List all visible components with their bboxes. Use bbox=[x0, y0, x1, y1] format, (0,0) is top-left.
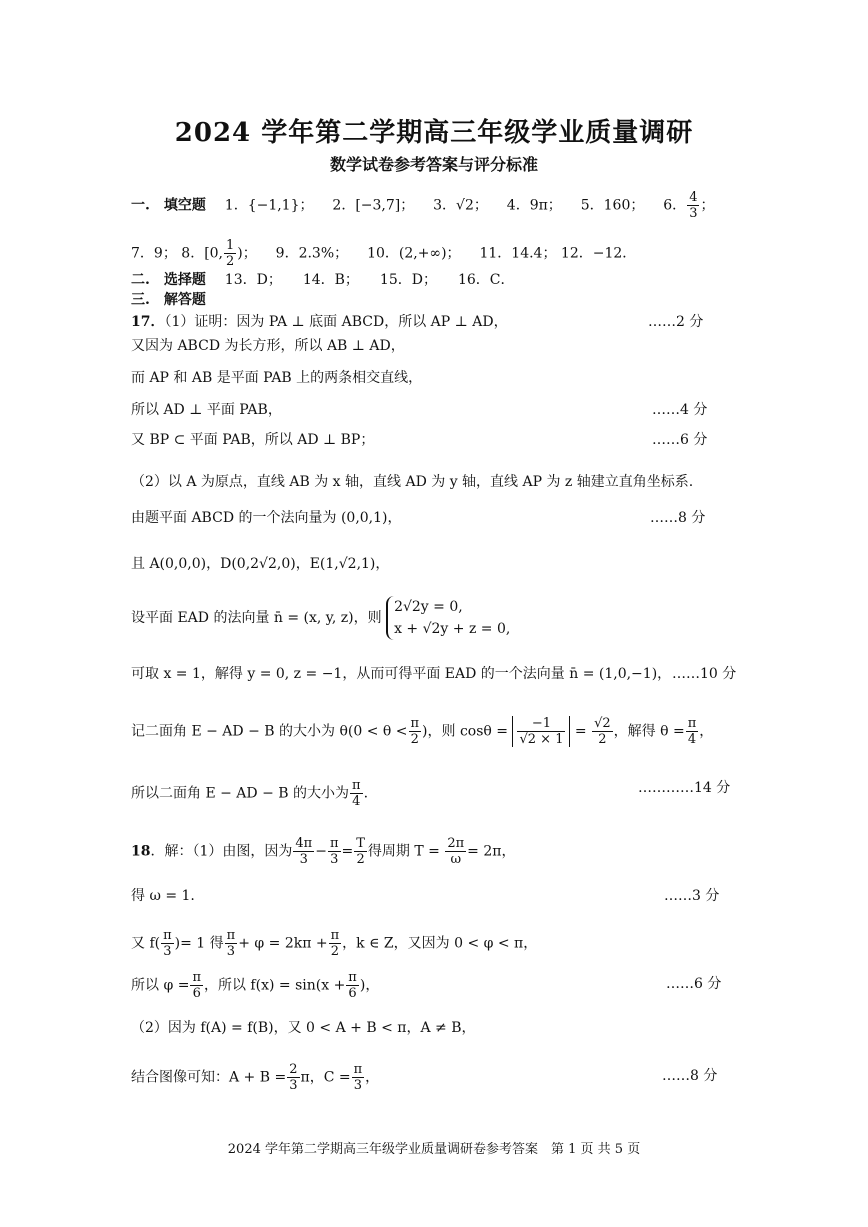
score-mark: ……8 分 bbox=[650, 510, 706, 526]
page-footer: 2024 学年第二学期高三年级学业质量调研卷参考答案 第 1 页 共 5 页 bbox=[227, 1142, 641, 1157]
choice-answers: 13．D； 14．B； 15．D； 16．C． bbox=[224, 272, 515, 288]
answer-10: 10．(2,+∞)； bbox=[367, 245, 461, 262]
q17-line-12: 所以二面角 E − AD − B 的大小为 $\frac{\pi}{4}$ . bbox=[131, 778, 369, 809]
score-mark: ……3 分 bbox=[664, 888, 720, 904]
answer-8-prefix: 8．[0, bbox=[181, 245, 224, 262]
answer-6-fraction: $\frac{4}{3}$ bbox=[689, 190, 698, 221]
answer-4: 4．9π； bbox=[506, 197, 562, 214]
answer-11: 11．14.4； bbox=[479, 245, 557, 262]
q17-line-1: 17．（1）证明：因为 PA ⊥ 底面 ABCD，所以 AP ⊥ AD， bbox=[131, 314, 508, 330]
q17-line-9: 设平面 EAD 的法向量 n̄ = (x, y, z)，则 2√2y = 0, x + √2y + z = 0, bbox=[131, 596, 510, 640]
answer-3: 3．√2； bbox=[433, 197, 488, 214]
section-label: 三. 解答题 bbox=[131, 292, 206, 308]
fill-blank-line-1: 一. 填空题 1．{−1,1}； 2．[−3,7]； 3．√2； 4．9π； 5．160； 6． $\frac{4}{3}$ ； bbox=[131, 190, 715, 221]
section-label: 二. 选择题 bbox=[131, 272, 206, 288]
q17-line-10: 可取 x = 1，解得 y = 0, z = −1，从而可得平面 EAD 的一个法向量 n̄ = (1,0,−1)， bbox=[131, 666, 672, 682]
score-mark: ……4 分 bbox=[652, 402, 708, 418]
answer-2: 2．[−3,7]； bbox=[332, 197, 415, 214]
score-mark: ……2 分 bbox=[648, 314, 704, 330]
q17-line-7: 由题平面 ABCD 的一个法向量为 (0,0,1)， bbox=[131, 510, 402, 526]
choice-line bbox=[131, 270, 515, 290]
q17-line-11: 记二面角 E − AD − B 的大小为 θ(0 < θ < $\frac{\pi}{2}$ )，则 cosθ = $\frac{-1}{√2 \times 1}$ = $\frac{√2}{2}$ ，解得 θ = $\frac{\pi}{4}$ ， bbox=[131, 716, 714, 747]
q17-line-3: 而 AP 和 AB 是平面 PAB 上的两条相交直线， bbox=[131, 370, 423, 386]
q18-line-5: （2）因为 f(A) = f(B)，又 0 < A + B < π，A ≠ B， bbox=[131, 1020, 476, 1036]
page-subtitle: 数学试卷参考答案与评分标准 bbox=[329, 155, 538, 174]
score-mark: …………14 分 bbox=[638, 780, 731, 796]
q17-line-6: （2）以 A 为原点，直线 AB 为 x 轴，直线 AD 为 y 轴，直线 AP 为 z 轴建立直角坐标系. bbox=[131, 474, 694, 490]
section-label: 一. 填空题 bbox=[131, 197, 206, 214]
answer-6-prefix: 6． bbox=[663, 197, 687, 214]
score-mark: ……8 分 bbox=[662, 1068, 718, 1084]
answer-5: 5．160； bbox=[580, 197, 645, 214]
answer-8-fraction: $\frac{1}{2}$ bbox=[226, 238, 235, 269]
score-mark: ……6 分 bbox=[666, 976, 722, 992]
q18-line-6: 结合图像可知：A + B = $\frac{2}{3}$ π，C = $\frac{\pi}{3}$ ， bbox=[131, 1062, 380, 1093]
q17-line-8: 且 A(0,0,0)，D(0,2√2,0)，E(1,√2,1)， bbox=[131, 556, 390, 572]
q18-line-2: 得 ω = 1. bbox=[131, 888, 195, 904]
q18-line-4: 所以 φ = $\frac{\pi}{6}$ ，所以 f(x) = sin(x + $\frac{\pi}{6}$ )， bbox=[131, 970, 380, 1001]
q18-line-1: 18．解：（1）由图，因为 $\frac{4\pi}{3}$ − $\frac{\pi}{3}$ = $\frac{T}{2}$ 得周期 T = $\frac{2\pi}{\omega}$ = 2π， bbox=[131, 836, 516, 867]
answer-9: 9．2.3%； bbox=[275, 245, 349, 262]
answer-12: 12．−12． bbox=[560, 245, 637, 262]
q17-line-4: 所以 AD ⊥ 平面 PAB， bbox=[131, 402, 282, 418]
q17-line-5: 又 BP ⊂ 平面 PAB，所以 AD ⊥ BP； bbox=[131, 432, 375, 448]
score-mark: ……6 分 bbox=[652, 432, 708, 448]
q17-line-2: 又因为 ABCD 为长方形，所以 AB ⊥ AD， bbox=[131, 338, 405, 354]
answer-1: 1．{−1,1}； bbox=[224, 197, 314, 214]
q18-line-3: 又 f( $\frac{\pi}{3}$ )= 1 得 $\frac{\pi}{3}$ + φ = 2kπ + $\frac{\pi}{2}$ ，k ∈ Z，又因为 0 < φ < π， bbox=[131, 928, 538, 959]
answer-7: 7．9； bbox=[131, 245, 177, 262]
page-title: 2024 学年第二学期高三年级学业质量调研 bbox=[174, 118, 694, 148]
score-mark: ……10 分 bbox=[672, 666, 737, 682]
equation-system: 2√2y = 0, x + √2y + z = 0, bbox=[386, 596, 510, 640]
fill-blank-line-2: 7．9； 8．[0, $\frac{1}{2}$ )； 9．2.3%； 10．(2,+∞)； 11．14.4； 12．−12． bbox=[131, 238, 637, 269]
